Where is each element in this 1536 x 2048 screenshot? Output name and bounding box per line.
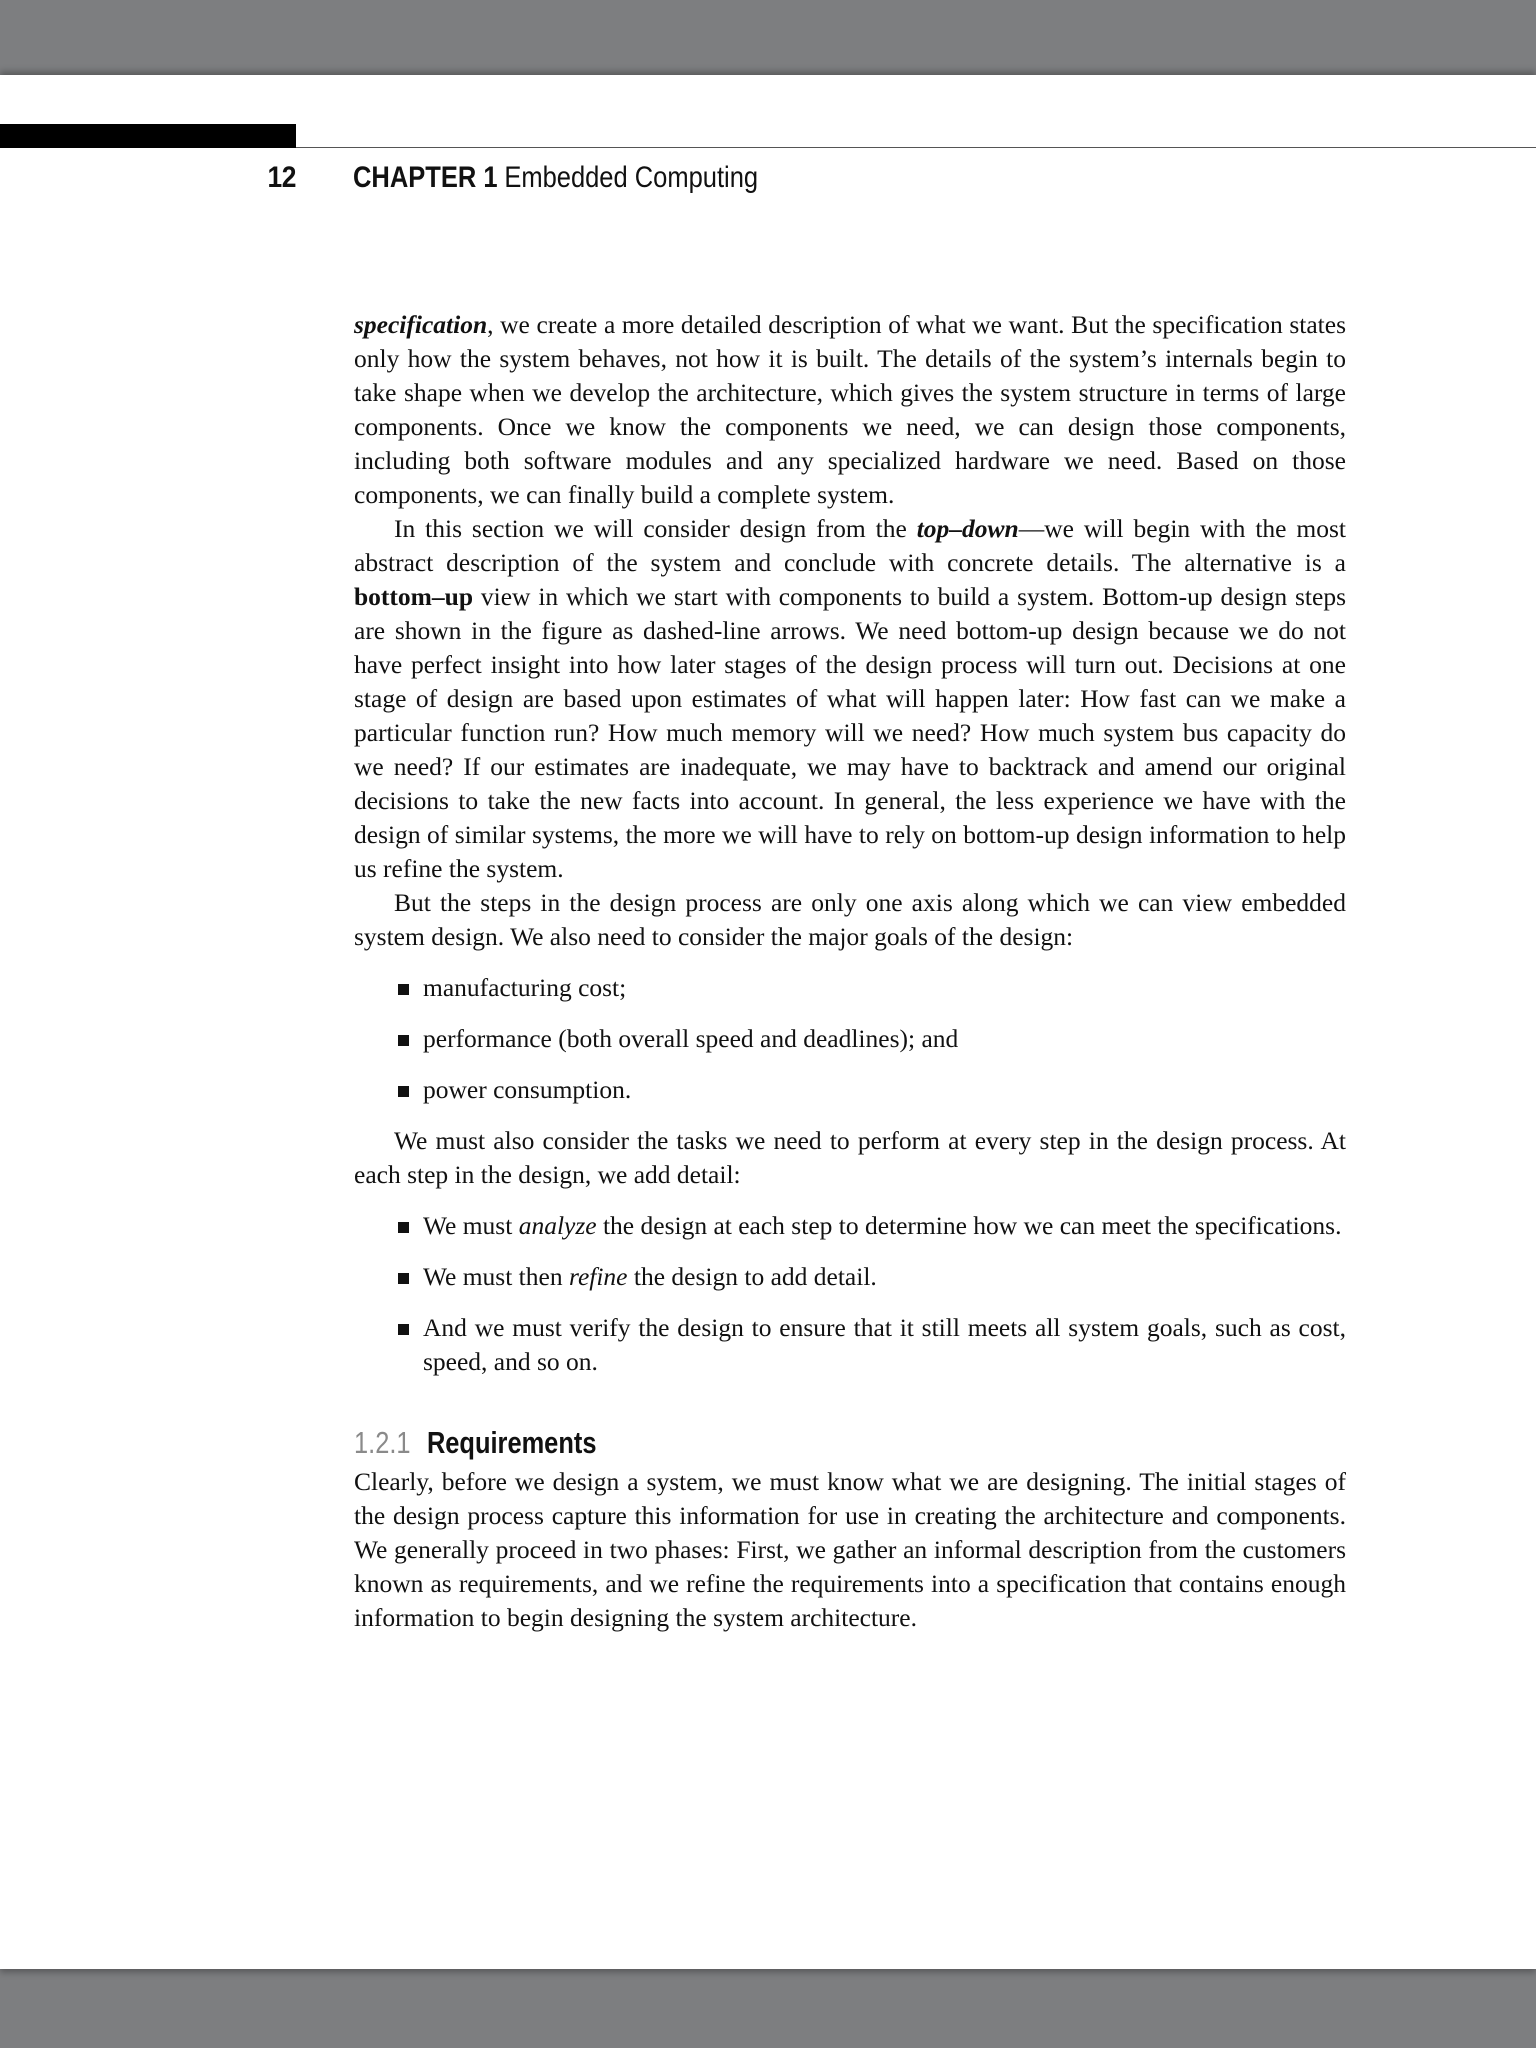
tasks-list <box>354 1209 1346 1379</box>
page-number: 12 <box>267 161 296 194</box>
term-analyze: analyze <box>518 1211 597 1240</box>
list-item-text: And we must verify the design to ensure that it still meets all system goals, such as cost, speed, and so on. <box>423 1313 1346 1376</box>
chapter-title: Embedded Computing <box>504 161 759 194</box>
bullet-square-icon <box>398 1222 409 1233</box>
section-paragraph: Clearly, before we design a system, we must know what we are designing. The initial stages of the design process capture this information for use in creating the architecture and components. We generally proceed in two phases: First, we gather an informal description from the customers known as requirements, and we refine the requirements into a specification that contains enough information to begin designing the system architecture. <box>354 1467 1346 1632</box>
list-item-text: performance (both overall speed and deadlines); and <box>423 1024 959 1053</box>
list-item <box>354 1209 1346 1243</box>
section-title: Requirements <box>426 1425 597 1460</box>
bullet-square-icon <box>398 1273 409 1284</box>
header-rule <box>296 147 1536 148</box>
book-page <box>0 75 1536 1969</box>
list-item-text: power consumption. <box>423 1075 632 1104</box>
section-number: 1.2.1 <box>354 1425 411 1460</box>
header-black-bar <box>0 124 296 148</box>
term-refine: refine <box>568 1262 628 1291</box>
list-item <box>354 1022 1346 1056</box>
section-heading <box>354 1423 1167 1463</box>
p2-text-a: In this section we will consider design from the <box>394 514 917 543</box>
paragraph-1-text: , we create a more detailed description of what we want. But the specification states only how the system behaves, not how it is built. The details of the system’s internals begin to take shape when we develop the architecture, which gives the system structure in terms of large components. Once we know the components we need, we can design those components, including both software modules and any specialized hardware we need. Based on those components, we can finally build a complete system. <box>354 310 1346 509</box>
running-head <box>353 161 758 195</box>
bullet-square-icon <box>398 1324 409 1335</box>
bullet-square-icon <box>398 1035 409 1046</box>
list-item <box>354 1073 1346 1107</box>
bullet-square-icon <box>398 1086 409 1097</box>
term-specification: specification <box>354 310 488 339</box>
paragraph-2 <box>354 512 1346 886</box>
goals-list <box>354 971 1346 1107</box>
chapter-label: CHAPTER 1 <box>353 161 498 194</box>
body-text <box>354 308 1346 1635</box>
term-bottom-up: bottom–up <box>354 582 474 611</box>
list-item-text: We must then <box>423 1262 569 1291</box>
list-item-text: We must <box>423 1211 519 1240</box>
bullet-square-icon <box>398 984 409 995</box>
p2-text-b: —we will begin with the most abstract description of the system and conclude with concrete details. The alternative is a <box>354 514 1347 577</box>
list-item <box>354 1311 1346 1379</box>
list-item-text: the design to add detail. <box>627 1262 877 1291</box>
paragraph-1 <box>354 308 1346 512</box>
list-item <box>354 1260 1346 1294</box>
term-top-down: top–down <box>916 514 1019 543</box>
list-item-text: the design at each step to determine how we can meet the specifications. <box>596 1211 1342 1240</box>
list-item <box>354 971 1346 1005</box>
list-item-text: manufacturing cost; <box>423 973 627 1002</box>
paragraph-3: But the steps in the design process are only one axis along which we can view embedded system design. We also need to consider the major goals of the design: <box>354 888 1346 951</box>
paragraph-4: We must also consider the tasks we need to perform at every step in the design process. At each step in the design, we add detail: <box>354 1126 1346 1189</box>
p2-text-c: view in which we start with components to build a system. Bottom-up design steps are shown in the figure as dashed-line arrows. We need bottom-up design because we do not have perfect insight into how later stages of the design process will turn out. Decisions at one stage of design are based upon estimates of what will happen later: How fast can we make a particular function run? How much memory will we need? How much system bus capacity do we need? If our estimates are inadequate, we may have to backtrack and amend our original decisions to take the new facts into account. In general, the less experience we have with the design of similar systems, the more we will have to rely on bottom-up design information to help us refine the system. <box>354 582 1346 883</box>
